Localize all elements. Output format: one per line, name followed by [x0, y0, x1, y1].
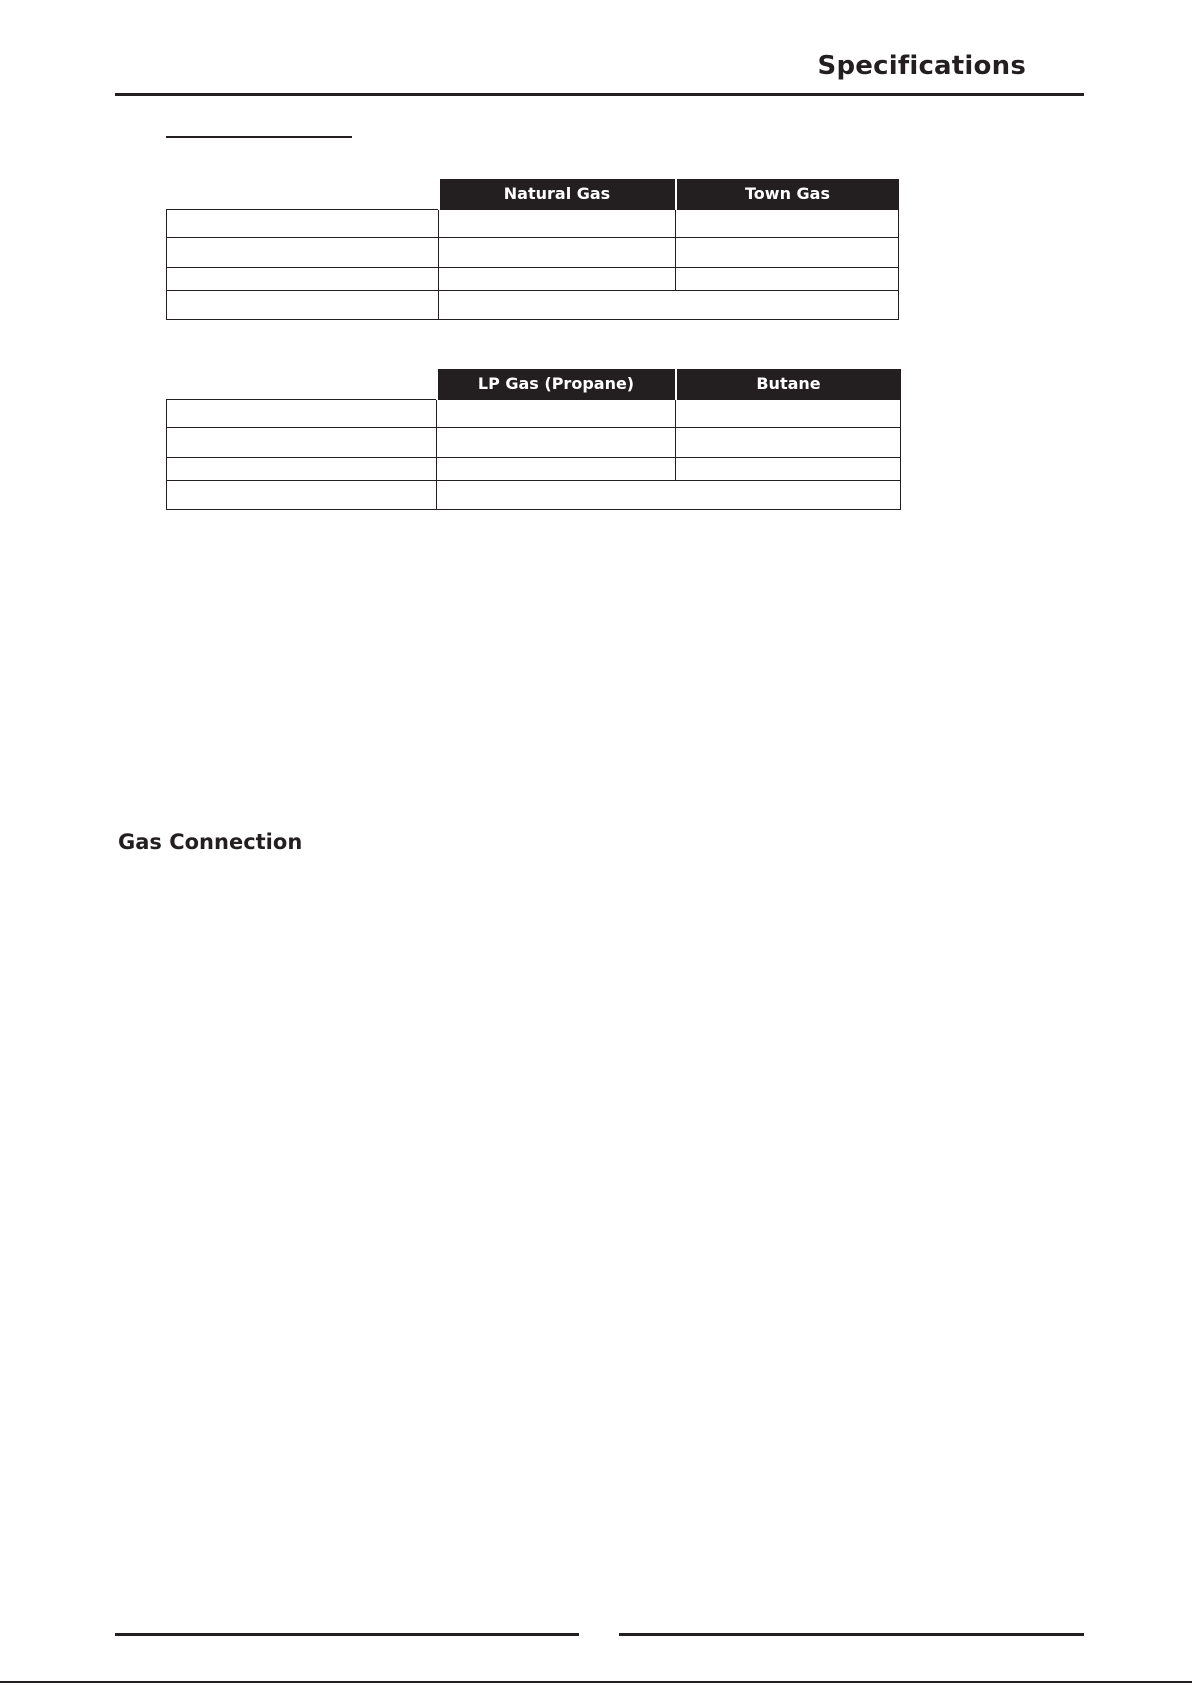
table-cell-merged [437, 480, 901, 509]
table-cell [439, 267, 676, 290]
section-underline [166, 136, 352, 138]
table-header-row [167, 369, 901, 399]
table-cell [167, 209, 439, 237]
table-cell [676, 209, 899, 237]
table-cell [676, 237, 899, 267]
column-header-natural-gas: Natural Gas [439, 179, 676, 209]
table-cell [439, 237, 676, 267]
footer-rule-right [619, 1633, 1084, 1636]
section-heading-gas-connection: Gas Connection [118, 830, 303, 854]
gas-table-lp-butane [166, 369, 901, 510]
table-cell [437, 427, 676, 457]
column-header-town-gas: Town Gas [676, 179, 899, 209]
table-corner-cell [167, 179, 439, 209]
table-cell [167, 457, 437, 480]
table-row [167, 399, 901, 427]
table-row [167, 427, 901, 457]
table-row [167, 237, 899, 267]
table-cell [676, 267, 899, 290]
table-cell-merged [439, 290, 899, 319]
page-title: Specifications [817, 51, 1026, 81]
table-cell [437, 457, 676, 480]
table-row [167, 457, 901, 480]
table-cell [167, 427, 437, 457]
column-header-butane: Butane [676, 369, 901, 399]
page-edge-rule [0, 1681, 1192, 1683]
table-row [167, 480, 901, 509]
table-cell [676, 457, 901, 480]
table-cell [167, 480, 437, 509]
column-header-lp-gas: LP Gas (Propane) [437, 369, 676, 399]
table-header-row [167, 179, 899, 209]
footer-rule-left [115, 1633, 579, 1636]
table-corner-cell [167, 369, 437, 399]
table-cell [167, 399, 437, 427]
table-cell [676, 399, 901, 427]
table-cell [437, 399, 676, 427]
table-cell [439, 209, 676, 237]
table-row [167, 267, 899, 290]
gas-table-natural-town [166, 179, 899, 320]
table-row [167, 290, 899, 319]
header-rule [115, 93, 1084, 96]
table-cell [167, 290, 439, 319]
table-cell [167, 237, 439, 267]
table-row [167, 209, 899, 237]
table-cell [167, 267, 439, 290]
table-cell [676, 427, 901, 457]
